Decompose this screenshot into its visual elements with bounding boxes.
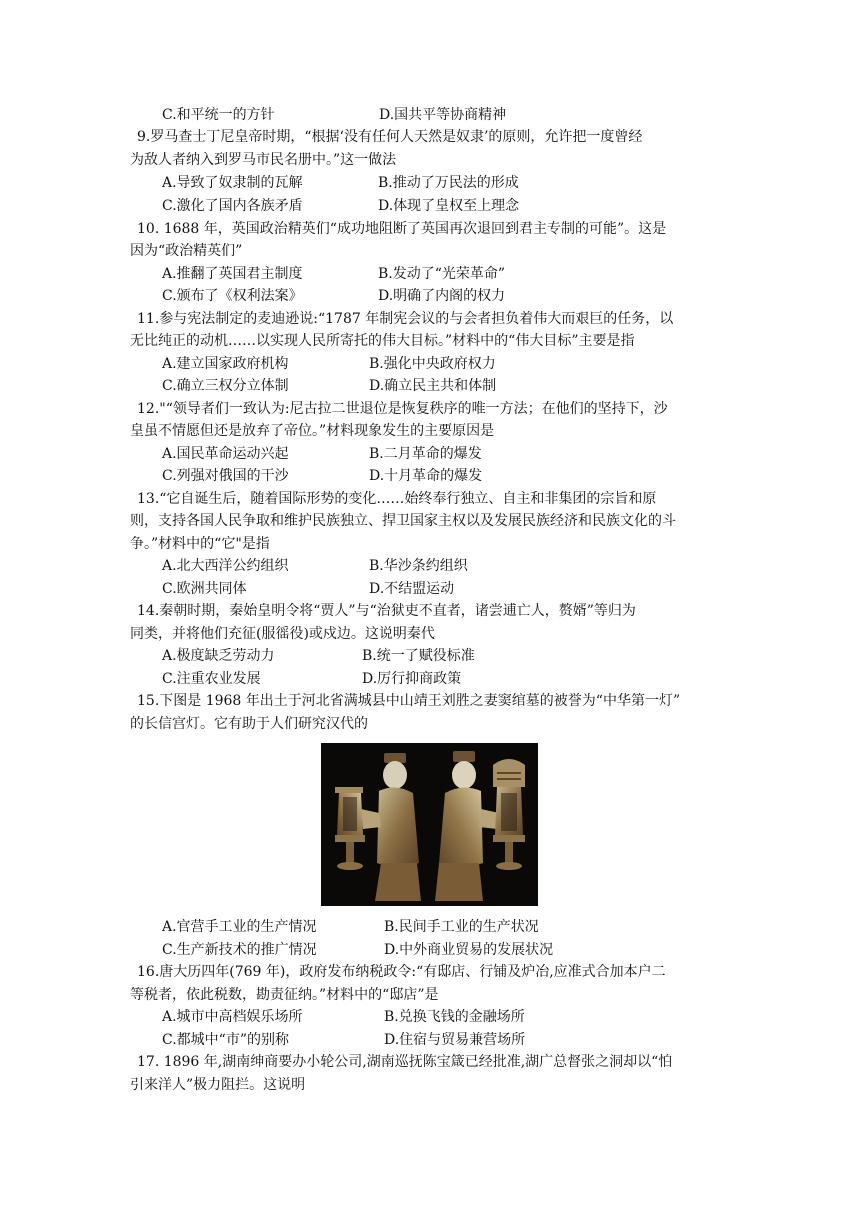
q16-stem-line1: 16.唐大历四年(769 年)，政府发布纳税政令:“有邸店、行铺及炉冶,应准式合加本户二 bbox=[137, 964, 666, 980]
q16-option-b: B.兑换飞钱的金融场所 bbox=[384, 1009, 525, 1025]
q9-option-c: C.激化了国内各族矛盾 bbox=[162, 198, 303, 214]
q10-option-a: A.推翻了英国君主制度 bbox=[162, 266, 303, 282]
q9-option-a: A.导致了奴隶制的瓦解 bbox=[162, 175, 303, 191]
q13-option-b: B.华沙条约组织 bbox=[369, 558, 468, 574]
q12-option-b: B.二月革命的爆发 bbox=[369, 446, 482, 462]
q13-option-c: C.欧洲共同体 bbox=[162, 581, 247, 597]
q12-option-d: D.十月革命的爆发 bbox=[369, 468, 483, 484]
q16-option-c: C.都城中“市”的别称 bbox=[162, 1032, 289, 1048]
q13-stem-line2: 则，支持各国人民争取和维护民族独立、捍卫国家主权以及发展民族经济和民族文化的斗 bbox=[130, 513, 676, 529]
q9-option-d: D.体现了皇权至上理念 bbox=[378, 198, 520, 214]
q12-stem-line1: 12."“领导者们一致认为:尼古拉二世退位是恢复秩序的唯一方法；在他们的坚持下，沙 bbox=[137, 401, 668, 417]
q10-option-c: C.颁布了《权利法案》 bbox=[162, 288, 303, 304]
q8-option-d: D.国共平等协商精神 bbox=[379, 107, 507, 123]
q11-stem-line1: 11.参与宪法制定的麦迪逊说:“1787 年制宪会议的与会者担负着伟大而艰巨的任务，以 bbox=[137, 311, 674, 327]
q10-option-b: B.发动了“光荣革命” bbox=[378, 266, 506, 282]
q14-stem-line1: 14.秦朝时期，秦始皇明令将“贾人”与“治狱吏不直者，诸尝逋亡人，赘婿”等归为 bbox=[137, 603, 636, 619]
q10-option-d: D.明确了内阁的权力 bbox=[378, 288, 506, 304]
changxin-palace-lamp-icon bbox=[321, 743, 538, 906]
q15-option-c: C.生产新技术的推广情况 bbox=[162, 942, 317, 958]
q13-stem-line3: 争。”材料中的“它"是指 bbox=[130, 536, 270, 552]
q11-option-d: D.确立民主共和体制 bbox=[369, 378, 497, 394]
q12-option-c: C.列强对俄国的干沙 bbox=[162, 468, 289, 484]
q10-stem-line1: 10. 1688 年，英国政治精英们“成功地阻断了英国再次退回到君主专制的可能”。这是 bbox=[137, 221, 667, 237]
q14-option-d: D.厉行抑商政策 bbox=[362, 671, 462, 687]
q11-option-c: C.确立三权分立体制 bbox=[162, 378, 289, 394]
q10-stem-line2: 因为“政治精英们” bbox=[130, 243, 243, 259]
q11-stem-line2: 无比纯正的动机……以实现人民所寄托的伟大目标。”材料中的“伟大目标”主要是指 bbox=[130, 333, 635, 349]
q11-option-b: B.强化中央政府权力 bbox=[369, 356, 496, 372]
q11-option-a: A.建立国家政府机构 bbox=[162, 356, 289, 372]
q17-stem-line1: 17. 1896 年,湖南绅商要办小轮公司,湖南巡抚陈宝箴已经批准,湖广总督张之洞却以“怕 bbox=[137, 1054, 673, 1070]
q9-option-b: B.推动了万民法的形成 bbox=[378, 175, 519, 191]
q16-option-a: A.城市中高档娱乐场所 bbox=[162, 1009, 303, 1025]
q14-option-b: B.统一了赋役标准 bbox=[362, 648, 475, 664]
q8-option-c: C.和平统一的方针 bbox=[162, 107, 275, 123]
q13-stem-line1: 13.“它自诞生后，随着国际形势的变化……始终奉行独立、自主和非集团的宗旨和原 bbox=[137, 491, 657, 507]
q14-option-c: C.注重农业发展 bbox=[162, 671, 261, 687]
q16-stem-line2: 等税者，依此税数，勘责征纳。”材料中的“邸店”是 bbox=[130, 987, 439, 1003]
lamp-photo bbox=[321, 743, 538, 906]
q14-option-a: A.极度缺乏劳动力 bbox=[162, 648, 275, 664]
q15-stem-line1: 15.下图是 1968 年出土于河北省满城县中山靖王刘胜之妻窦绾墓的被誉为“中华第一灯” bbox=[137, 693, 681, 709]
q13-option-a: A.北大西洋公约组织 bbox=[162, 558, 289, 574]
q13-option-d: D.不结盟运动 bbox=[369, 581, 455, 597]
q9-stem-line1: 9.罗马查士丁尼皇帝时期，“根据‘没有任何人天然是奴隶’的原则，允许把一度曾经 bbox=[137, 129, 643, 145]
q9-stem-line2: 为敌人者纳入到罗马市民名册中。”这一做法 bbox=[130, 152, 397, 168]
q12-option-a: A.国民革命运动兴起 bbox=[162, 446, 289, 462]
q16-option-d: D.住宿与贸易兼营场所 bbox=[384, 1032, 526, 1048]
q15-option-b: B.民间手工业的生产状况 bbox=[384, 919, 539, 935]
q15-option-d: D.中外商业贸易的发展状况 bbox=[384, 942, 554, 958]
q14-stem-line2: 同类，并将他们充征(服徭役)或戍边。这说明秦代 bbox=[130, 626, 435, 642]
q15-stem-line2: 的长信宫灯。它有助于人们研究汉代的 bbox=[130, 716, 368, 732]
q17-stem-line2: 引来洋人”极力阻拦。这说明 bbox=[130, 1077, 306, 1093]
q12-stem-line2: 皇虽不情愿但还是放弃了帝位。”材料现象发生的主要原因是 bbox=[130, 423, 495, 439]
q15-option-a: A.官营手工业的生产情况 bbox=[162, 919, 317, 935]
